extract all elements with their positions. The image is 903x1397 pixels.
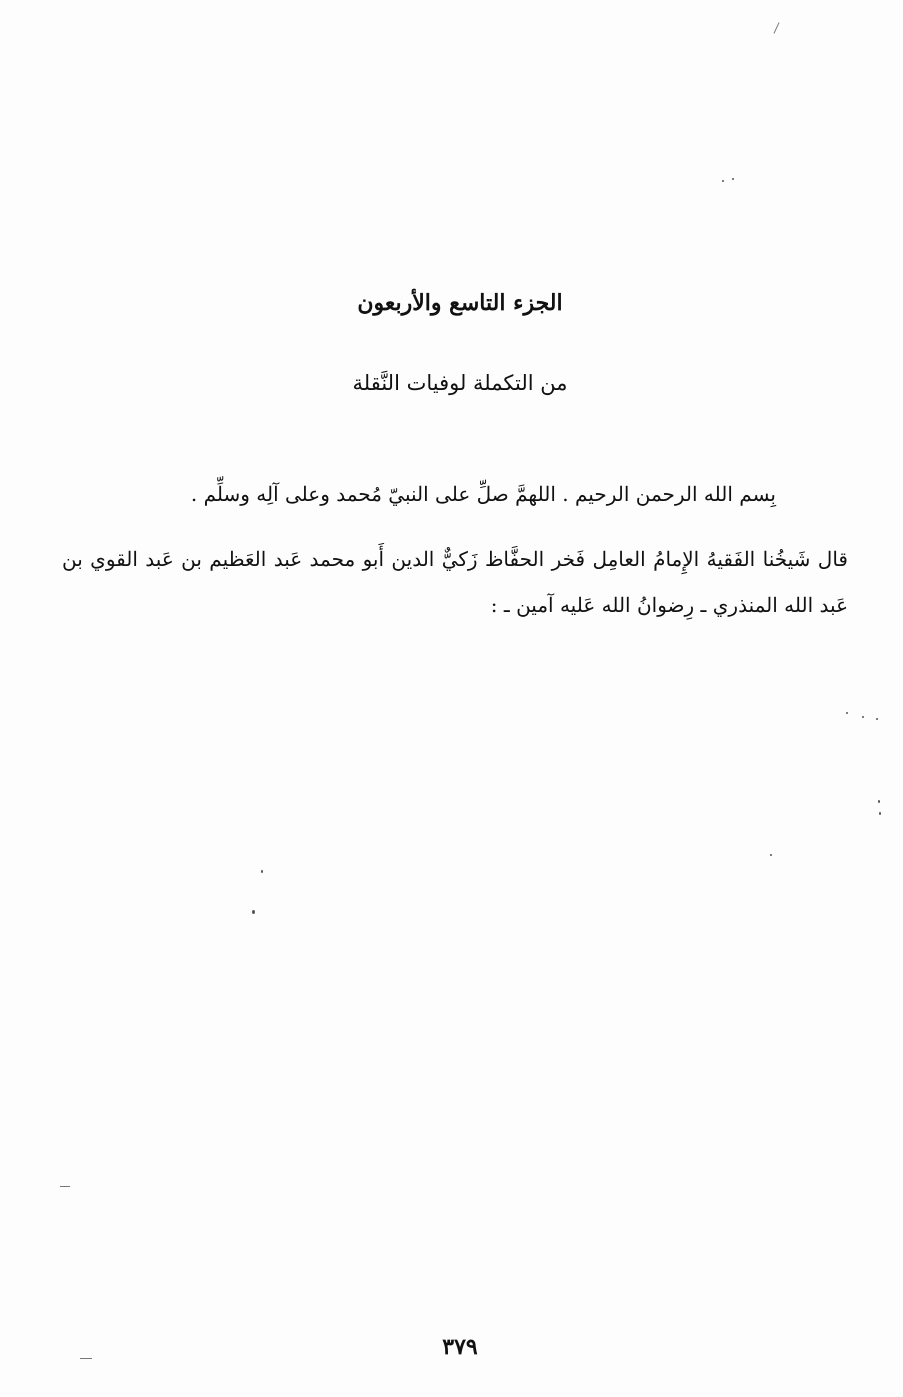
opening-paragraph: قال شَيخُنا الفَقيهُ الإِمامُ العامِل فَخر الحفَّاظ زَكيٌّ الدين أَبو محمد عَبد العَظيم بن عَبد القوي بن عَبد الله المنذري ـ رِضوانُ الله عَليه آمين ـ : (62, 547, 848, 617)
part-subtitle: من التكملة لوفيات النَّقلة (352, 371, 568, 395)
scan-speck (261, 870, 263, 873)
basmala-line: بِسم الله الرحمن الرحيم . اللهمَّ صلِّ على النبيّ مُحمد وعلى آلِه وسلِّم . (190, 482, 776, 506)
scan-speck (878, 800, 880, 803)
scan-speck (252, 910, 255, 914)
scan-speck (770, 854, 772, 856)
scan-speck (846, 712, 848, 714)
scan-mark (774, 22, 780, 33)
scan-speck (862, 716, 864, 718)
scan-speck (722, 180, 724, 182)
scan-speck (732, 178, 734, 180)
part-title: الجزء التاسع والأربعون (357, 290, 563, 316)
scan-mark (80, 1358, 92, 1359)
scan-mark (60, 1186, 70, 1187)
scan-speck (876, 718, 878, 720)
scan-speck (879, 812, 881, 815)
page-number: ٣٧٩ (442, 1334, 478, 1360)
